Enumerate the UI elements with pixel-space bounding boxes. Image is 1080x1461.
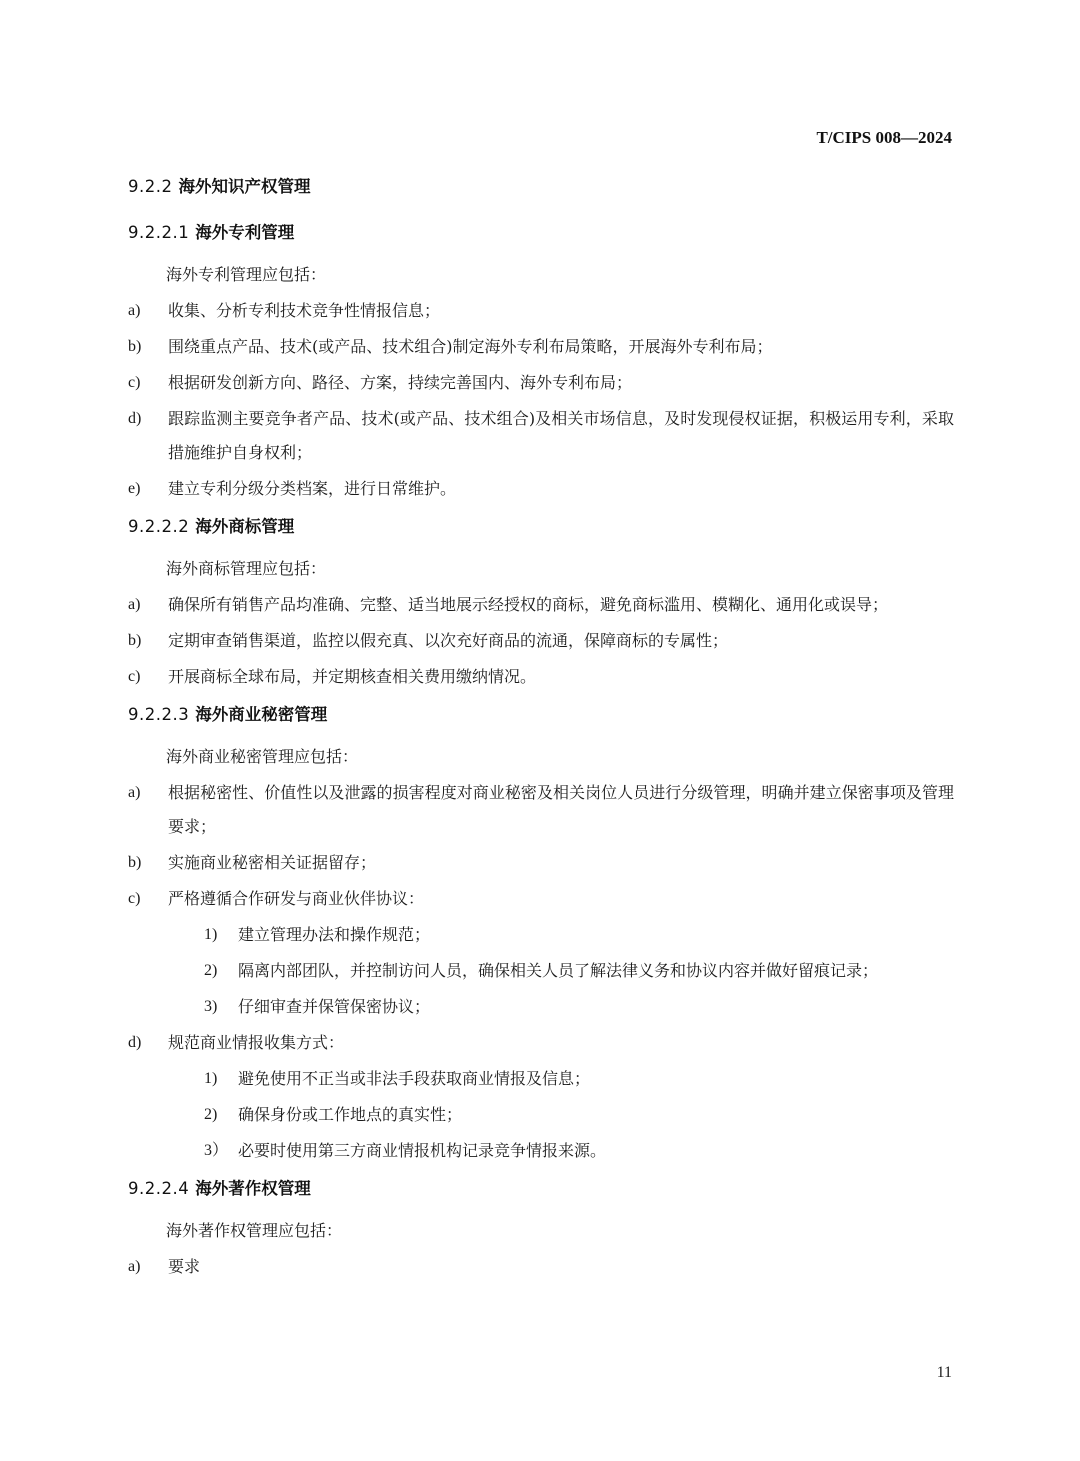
sub-list-item xyxy=(128,1134,954,1168)
list-text: 规范商业情报收集方式： xyxy=(168,1033,345,1052)
list-item xyxy=(128,660,954,694)
list-marker: 3) xyxy=(204,998,218,1015)
subsection-title: 海外商业秘密管理 xyxy=(195,705,328,724)
page-content xyxy=(128,172,954,1286)
list-text: 要求 xyxy=(168,1257,201,1276)
list-item xyxy=(128,366,954,400)
list-item xyxy=(128,1026,954,1060)
sub-list-item xyxy=(128,954,954,988)
subsection-intro: 海外著作权管理应包括： xyxy=(166,1221,343,1240)
subsection-title: 海外专利管理 xyxy=(195,223,295,242)
list-text: 建立专利分级分类档案，进行日常维护。 xyxy=(168,479,457,498)
list-text: 严格遵循合作研发与商业伙伴协议： xyxy=(168,889,425,908)
page-number: 11 xyxy=(936,1364,952,1381)
list-text: 根据秘密性、价值性以及泄露的损害程度对商业秘密及相关岗位人员进行分级管理，明确并建立保密事项及管理要求； xyxy=(168,783,954,836)
subsection-heading xyxy=(128,1174,954,1204)
subsection-number: 9.2.2.4 xyxy=(128,1179,190,1198)
sub-list-item xyxy=(128,990,954,1024)
list-item xyxy=(128,330,954,364)
list-marker: c) xyxy=(128,890,141,907)
subsection-title: 海外著作权管理 xyxy=(195,1179,311,1198)
list-text: 隔离内部团队，并控制访问人员，确保相关人员了解法律义务和协议内容并做好留痕记录； xyxy=(238,961,879,980)
list-item xyxy=(128,472,954,506)
list-item xyxy=(128,294,954,328)
list-marker: 3） xyxy=(204,1142,229,1159)
list-marker: a) xyxy=(128,784,141,801)
list-item xyxy=(128,882,954,916)
list-text: 根据研发创新方向、路径、方案，持续完善国内、海外专利布局； xyxy=(168,373,633,392)
list-marker: e) xyxy=(128,480,141,497)
subsection-heading xyxy=(128,512,954,542)
list-marker: c) xyxy=(128,374,141,391)
list-marker: 2) xyxy=(204,962,218,979)
list-marker: c) xyxy=(128,668,141,685)
list-item xyxy=(128,776,954,844)
list-text: 收集、分析专利技术竞争性情报信息； xyxy=(168,301,441,320)
list-marker: 1) xyxy=(204,926,218,943)
sub-list-item xyxy=(128,918,954,952)
list-text: 建立管理办法和操作规范； xyxy=(238,925,431,944)
sub-list-item xyxy=(128,1098,954,1132)
list-marker: a) xyxy=(128,596,141,613)
list-text: 确保所有销售产品均准确、完整、适当地展示经授权的商标，避免商标滥用、模糊化、通用化或误导； xyxy=(168,595,889,614)
list-marker: d) xyxy=(128,1034,142,1051)
list-item xyxy=(128,624,954,658)
list-text: 开展商标全球布局，并定期核查相关费用缴纳情况。 xyxy=(168,667,537,686)
list-item xyxy=(128,846,954,880)
list-marker: 1) xyxy=(204,1070,218,1087)
list-text: 定期审查销售渠道，监控以假充真、以次充好商品的流通，保障商标的专属性； xyxy=(168,631,729,650)
subsection-number: 9.2.2.3 xyxy=(128,705,190,724)
list-marker: b) xyxy=(128,854,142,871)
list-item xyxy=(128,1250,954,1284)
section-title: 海外知识产权管理 xyxy=(178,177,311,196)
subsection-intro: 海外专利管理应包括： xyxy=(166,265,327,284)
list-item xyxy=(128,402,954,470)
list-item xyxy=(128,588,954,622)
subsection-heading xyxy=(128,700,954,730)
list-marker: a) xyxy=(128,302,141,319)
list-text: 围绕重点产品、技术(或产品、技术组合)制定海外专利布局策略，开展海外专利布局； xyxy=(168,337,773,356)
sub-list-item xyxy=(128,1062,954,1096)
list-marker: d) xyxy=(128,410,142,427)
list-text: 实施商业秘密相关证据留存； xyxy=(168,853,377,872)
subsection-heading xyxy=(128,218,954,248)
list-text: 避免使用不正当或非法手段获取商业情报及信息； xyxy=(238,1069,591,1088)
subsection-intro: 海外商业秘密管理应包括： xyxy=(166,747,359,766)
section-number: 9.2.2 xyxy=(128,177,173,196)
section-heading xyxy=(128,172,954,202)
list-text: 确保身份或工作地点的真实性； xyxy=(238,1105,463,1124)
list-text: 必要时使用第三方商业情报机构记录竞争情报来源。 xyxy=(238,1141,607,1160)
subsection-intro: 海外商标管理应包括： xyxy=(166,559,327,578)
list-marker: b) xyxy=(128,632,142,649)
standard-code: T/CIPS 008—2024 xyxy=(816,128,952,147)
list-text: 仔细审查并保管保密协议； xyxy=(238,997,431,1016)
subsection-title: 海外商标管理 xyxy=(195,517,295,536)
list-text: 跟踪监测主要竞争者产品、技术(或产品、技术组合)及相关市场信息，及时发现侵权证据，积极运用专利，采取措施维护自身权利； xyxy=(168,409,954,462)
subsection-number: 9.2.2.1 xyxy=(128,223,190,242)
list-marker: a) xyxy=(128,1258,141,1275)
subsection-number: 9.2.2.2 xyxy=(128,517,190,536)
list-marker: b) xyxy=(128,338,142,355)
list-marker: 2) xyxy=(204,1106,218,1123)
